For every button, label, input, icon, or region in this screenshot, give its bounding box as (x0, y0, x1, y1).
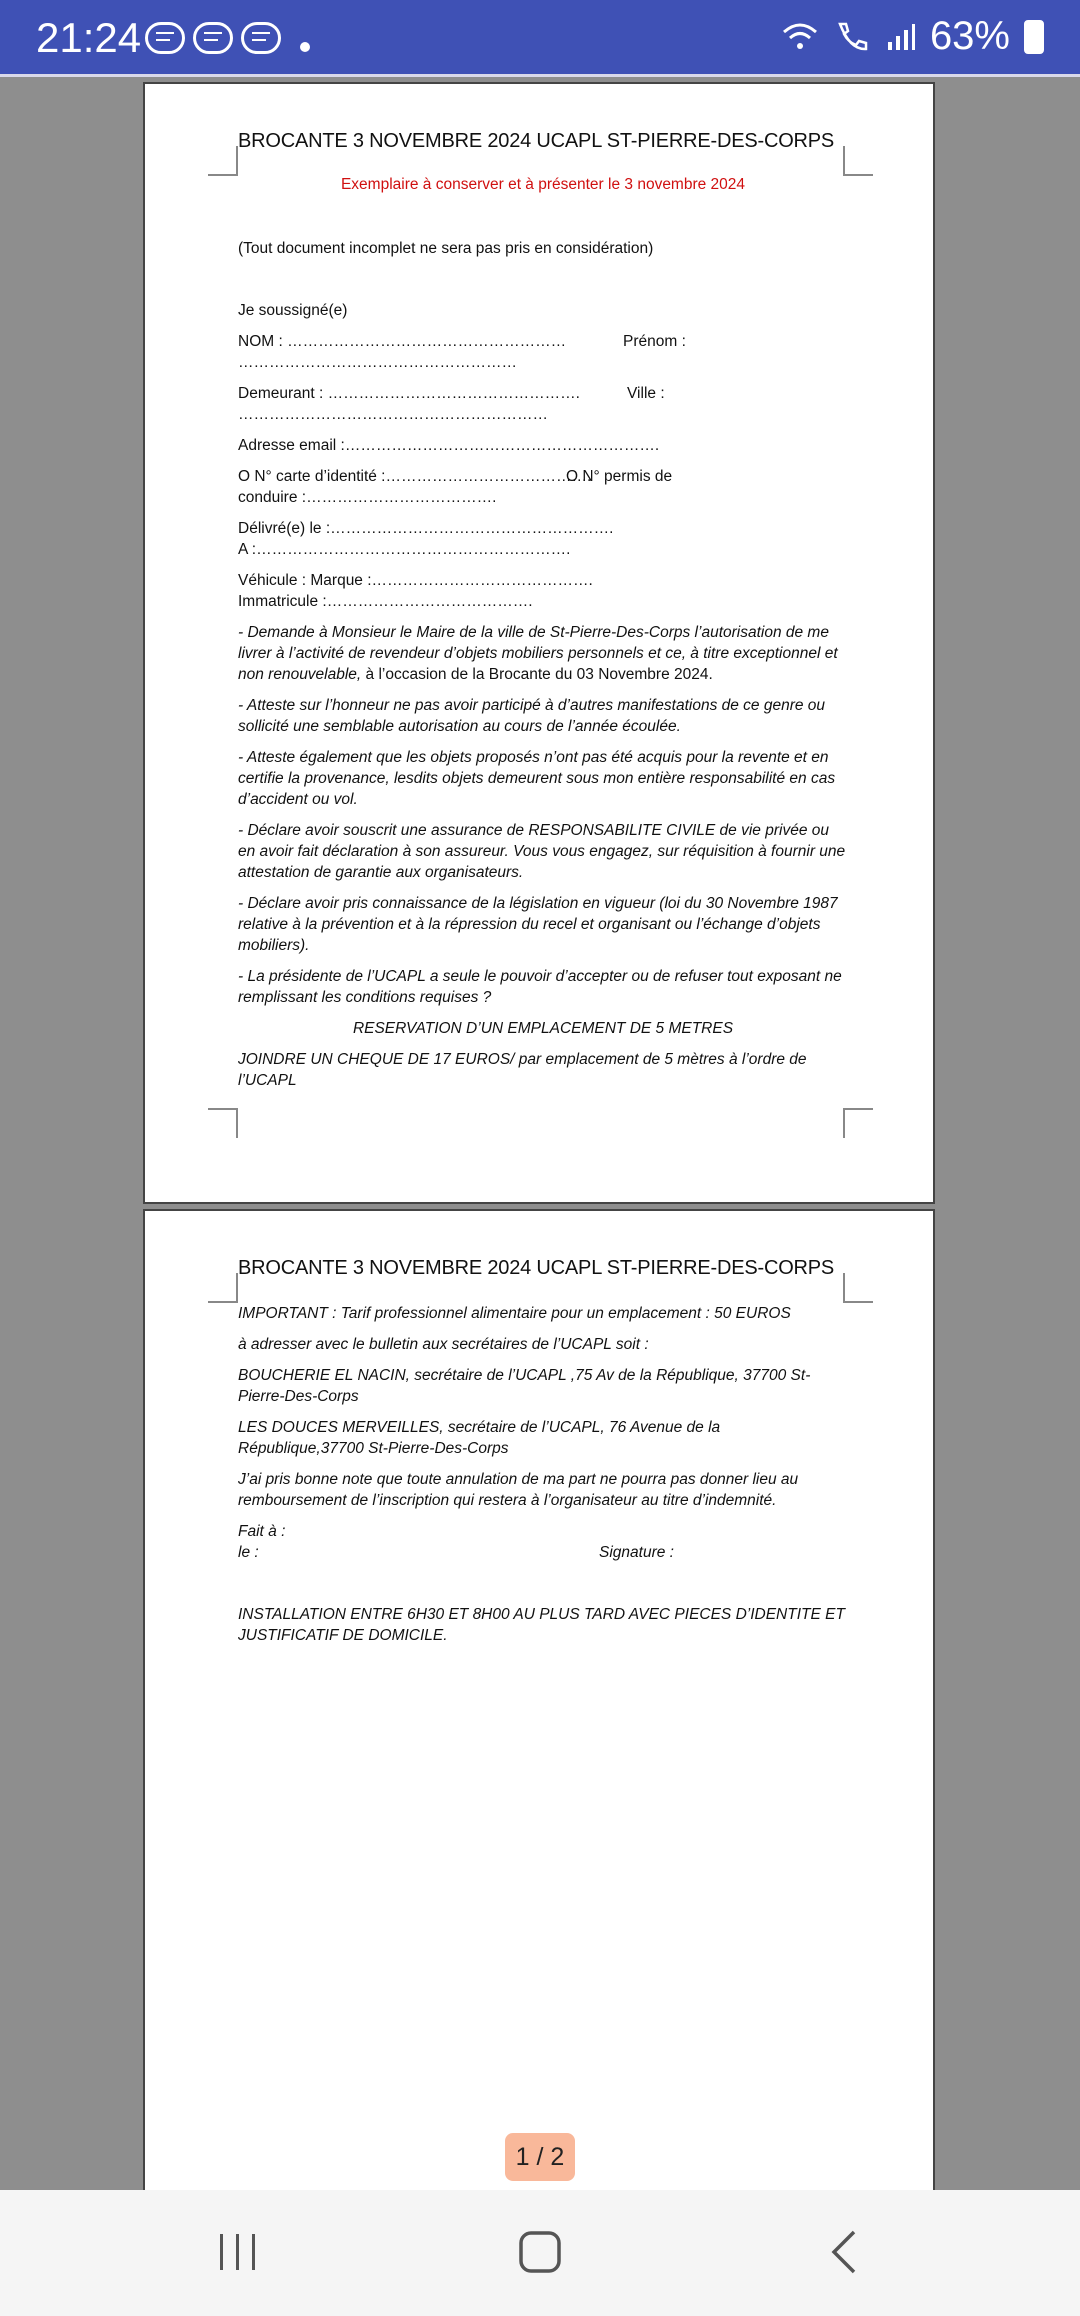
status-divider (0, 74, 1080, 77)
recent-apps-icon[interactable] (216, 2230, 260, 2274)
wifi-icon (780, 20, 820, 54)
conduire-field: conduire :………………………………. (238, 489, 497, 506)
crop-mark (208, 146, 238, 176)
important-paragraph: IMPORTANT : Tarif professionnel alimentaire pour un emplacement : 50 EUROS (238, 1305, 791, 1322)
keep-note: Exemplaire à conserver et à présenter le 3 novembre 2024 (340, 176, 746, 193)
assurance-paragraph: - Déclare avoir souscrit une assurance de RESPONSABILITE CIVILE de vie privée ou en avoir fait déclaration à son assureur. Vous vous engagez, sur réquisition à fournir une attestation de garantie aux organisateurs. (238, 822, 846, 881)
back-icon[interactable] (824, 2230, 868, 2274)
document-title: BROCANTE 3 NOVEMBRE 2024 UCAPL ST-PIERRE-DES-CORPS (238, 1257, 835, 1279)
ville-continuation: …………………………………………………… (238, 406, 548, 423)
navigation-bar (0, 2190, 1080, 2316)
email-field: Adresse email :……………………………………………………. (238, 437, 660, 454)
soussigne-label: Je soussigné(e) (238, 302, 348, 319)
nom-continuation: ……………………………………………… (238, 354, 517, 371)
message-icon (145, 22, 185, 54)
vehicule-field: Véhicule : Marque :……………………………………. (238, 572, 593, 589)
document-page-2[interactable] (143, 1209, 935, 2229)
lieu-field: A :……………………………………………………. (238, 541, 571, 558)
date-field: le : (238, 1544, 259, 1561)
more-notifications-icon (300, 42, 310, 52)
home-icon[interactable] (518, 2230, 562, 2274)
demande-text: - Demande à Monsieur le Maire de la ville de St-Pierre-Des-Corps l’autorisation de me livrer à l’activité de revendeur d’objets mobiliers personnels et ce, à titre exceptionnel et non renouvelable, (238, 624, 838, 683)
status-bar (0, 0, 1080, 74)
document-title: BROCANTE 3 NOVEMBRE 2024 UCAPL ST-PIERRE-DES-CORPS (238, 130, 835, 152)
fait-a-field: Fait à : (238, 1523, 286, 1540)
prenom-field: Prénom : (623, 333, 686, 350)
page-indicator: 1 / 2 (505, 2133, 575, 2181)
message-icon (241, 22, 281, 54)
cheque-paragraph: JOINDRE UN CHEQUE DE 17 EUROS/ par emplacement de 5 mètres à l’ordre de l’UCAPL (238, 1051, 807, 1089)
signature-field: Signature : (599, 1544, 674, 1561)
adresser-paragraph: à adresser avec le bulletin aux secrétaires de l’UCAPL soit : (238, 1336, 649, 1353)
permis-field: O N° permis de (566, 468, 673, 485)
ville-field: Ville : (627, 385, 665, 402)
reservation-heading: RESERVATION D’UN EMPLACEMENT DE 5 METRES (352, 1020, 734, 1037)
douces-address: LES DOUCES MERVEILLES, secrétaire de l’UCAPL, 76 Avenue de la République,37700 St-Pierre-Des-Corps (238, 1419, 721, 1457)
carte-identite-field: O N° carte d’identité :…………………………………. (238, 468, 592, 485)
nom-field: NOM : ……………………………………………… (238, 333, 567, 350)
message-icon (193, 22, 233, 54)
boucherie-address: BOUCHERIE EL NACIN, secrétaire de l’UCAPL ,75 Av de la République, 37700 St-Pierre-Des-Corps (238, 1367, 811, 1405)
system-icons (780, 14, 1044, 59)
battery-percentage: 63% (929, 14, 1010, 58)
atteste-objets-paragraph: - Atteste également que les objets proposés n’ont pas été acquis pour la revente et en certifie la provenance, lesdits objets demeurent sous mon entière responsabilité en cas d’accident ou vol. (238, 749, 836, 808)
presidente-paragraph: - La présidente de l’UCAPL a seule le pouvoir d’accepter ou de refuser tout exposant ne remplissant les conditions requises ? (238, 968, 842, 1006)
crop-mark (208, 1273, 238, 1303)
atteste-paragraph: - Atteste sur l’honneur ne pas avoir participé à d’autres manifestations de ce genre ou sollicité une semblable autorisation au cours de l’année écoulée. (238, 697, 826, 735)
installation-paragraph: INSTALLATION ENTRE 6H30 ET 8H00 AU PLUS TARD AVEC PIECES D’IDENTITE ET JUSTIFICATIF DE DOMICILE. (238, 1606, 845, 1644)
crop-mark (208, 1108, 238, 1138)
incomplete-note: (Tout document incomplet ne sera pas pris en considération) (238, 240, 654, 257)
document-page-1[interactable] (143, 82, 935, 1204)
delivre-field: Délivré(e) le :………………………………………………. (238, 520, 614, 537)
crop-mark (843, 1108, 873, 1138)
battery-icon (1024, 20, 1044, 54)
legislation-paragraph: - Déclare avoir pris connaissance de la législation en vigueur (loi du 30 Novembre 1987 relative à la prévention et à la répression du recel et organisant ou l’échange d’objets mobiliers). (238, 895, 838, 954)
annulation-paragraph: J’ai pris bonne note que toute annulation de ma part ne pourra pas donner lieu au remboursement de l’inscription qui restera à l’organisateur au titre d’indemnité. (238, 1471, 799, 1509)
notification-icons (145, 22, 281, 54)
demande-date: à l’occasion de la Brocante du 03 Novembre 2024. (361, 666, 713, 683)
clock: 21:24 (36, 14, 142, 61)
demeurant-field: Demeurant : …………………………………………. (238, 385, 580, 402)
immatriculation-field: Immatricule :…………………………………. (238, 593, 533, 610)
wifi-call-icon (834, 20, 872, 54)
signal-icon (886, 22, 916, 52)
demande-paragraph (238, 622, 848, 685)
